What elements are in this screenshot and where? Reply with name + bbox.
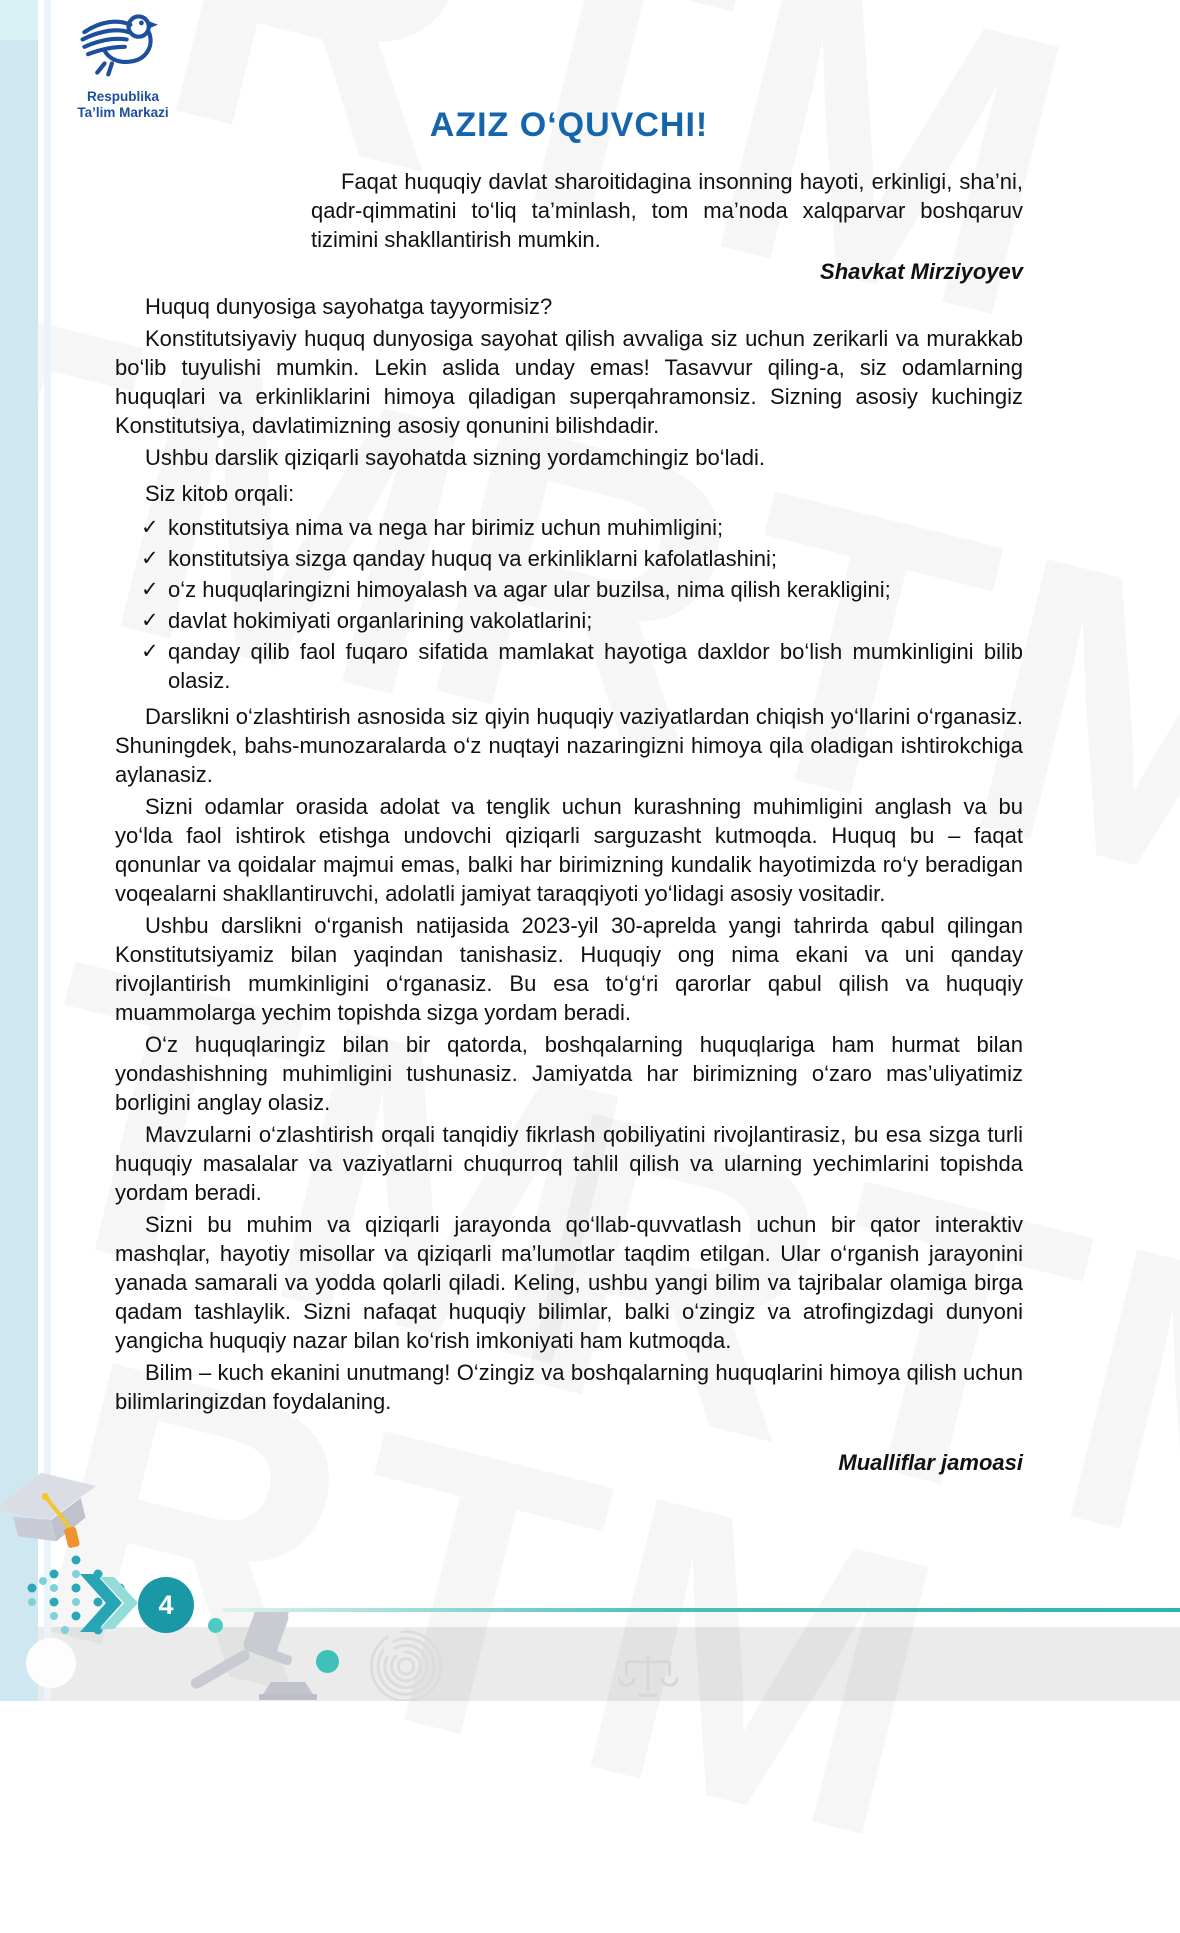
- page-number-badge: [138, 1577, 194, 1633]
- publisher-logo: [58, 8, 188, 121]
- paragraph: Bilim – kuch ekanini unutmang! O‘zingiz va boshqalarning huquqlarini himoya qilish uchun bilimlaringizdan foydalaning.: [115, 1360, 1023, 1414]
- epigraph-author: Shavkat Mirziyoyev: [820, 259, 1023, 284]
- list-item-text: o‘z huquqlaringizni himoyalash va agar ular buzilsa, nima qilish kerakligini;: [168, 577, 891, 602]
- chevron-right-icon: [80, 1574, 144, 1637]
- list-item-text: konstitutsiya sizga qanday huquq va erkinliklarni kafolatlashini;: [168, 546, 778, 571]
- page-title: AZIZ O‘QUVCHI!: [429, 106, 709, 144]
- paragraph: Konstitutsiyaviy huquq dunyosiga sayohat qilish avvaliga siz uchun zerikarli va murakkab bo‘lib tuyulishi mumkin. Lekin aslida unday emas! Tasavvur qiling-a, siz odamlarning huquqlari va erkinliklarini himoya qiladigan superqahramonsiz. Sizning asosiy kuchingiz Konstitutsiya, davlatimizning asosiy qonunini bilishdadir.: [115, 326, 1023, 438]
- learning-goals-list: [115, 513, 1023, 695]
- page-content: [115, 106, 1023, 1476]
- list-intro: Siz kitob orqali:: [145, 481, 295, 506]
- list-item-text: konstitutsiya nima va nega har birimiz uchun muhimligini;: [168, 515, 724, 540]
- authors-signature: Mualliflar jamoasi: [838, 1450, 1023, 1475]
- checkmark-icon: ✓: [141, 609, 159, 632]
- intro-question: Huquq dunyosiga sayohatga tayyormisiz?: [145, 294, 553, 319]
- footer-accent-line: [222, 1608, 1180, 1612]
- paragraph: Mavzularni o‘zlashtirish orqali tanqidiy fikrlash qobiliyatini rivojlantirasiz, bu esa sizga turli huquqiy masalalar va vaziyatlarni chuqurroq tahlil qilish va ularning yechimlarini topishda yordam beradi.: [115, 1122, 1023, 1205]
- teal-dot-decoration: [316, 1650, 339, 1673]
- paragraph: Ushbu darslik qiziqarli sayohatda sizning yordamchingiz bo‘ladi.: [145, 445, 765, 470]
- left-stripe-thin: [44, 0, 51, 1701]
- epigraph-quote: Faqat huquqiy davlat sharoitidagina insonning hayoti, erkinligi, sha’ni, qadr-qimmatini to‘liq ta’minlash, tom ma’noda xalqparvar boshqaruv tizimini shakllantirish mumkin.: [311, 169, 1023, 252]
- list-item-text: qanday qilib faol fuqaro sifatida mamlakat hayotiga daxldor bo‘lish mumkinligini bilib olasiz.: [168, 639, 1023, 693]
- page-number: 4: [158, 1589, 174, 1620]
- gavel-icon: [185, 1608, 325, 1706]
- teal-dot-decoration: [208, 1618, 223, 1633]
- paragraph: Ushbu darslikni o‘rganish natijasida 2023-yil 30-aprelda yangi tahrirda qabul qilingan Konstitutsiyamiz bilan yaqindan tanishasiz. Huquqiy ong nima ekani va uni qanday rivojlantirish mumkinligini o‘rganasiz. Bu esa to‘g‘ri qarorlar qabul qilish va huquqiy muammolarga yechim topishda sizga yordam beradi.: [115, 913, 1023, 1025]
- list-item: [115, 544, 1023, 573]
- scales-icon: [618, 1652, 678, 1706]
- logo-text-line2: Ta’lim Markazi: [77, 105, 169, 120]
- list-item: [115, 513, 1023, 542]
- left-stripe-corner: [0, 0, 38, 40]
- paragraph: Sizni odamlar orasida adolat va tenglik uchun kurashning muhimligini anglash va bu yo‘lda faol ishtirok etishga undovchi qiziqarli sarguzasht kutmoqda. Huquq bu – faqat qonunlar va qoidalar majmui emas, balki har birimizning kundalik hayotimizda ro‘y beradigan voqealarni shakllantiruvchi, adolatli jamiyat taraqqiyoti yo‘lidagi asosiy vositadir.: [115, 794, 1023, 906]
- paragraph: Darslikni o‘zlashtirish asnosida siz qiyin huquqiy vaziyatlardan chiqish yo‘llarini o‘rganasiz. Shuningdek, bahs-munozaralarda o‘z nuqtayi nazaringizni himoya qila oladigan ishtirokchiga aylanasiz.: [115, 704, 1023, 787]
- list-item: [115, 575, 1023, 604]
- paragraph: O‘z huquqlaringiz bilan bir qatorda, boshqalarning huquqlariga ham hurmat bilan yondashishning muhimligini tushunasiz. Jamiyatda har birimizning o‘zaro mas’uliyatimiz borligini anglay olasiz.: [115, 1032, 1023, 1115]
- checkmark-icon: ✓: [141, 640, 159, 663]
- white-circle-decoration: [26, 1638, 76, 1688]
- list-item: [115, 606, 1023, 635]
- list-item: [115, 637, 1023, 695]
- left-stripe: [0, 0, 38, 1701]
- logo-text-line1: Respublika: [86, 89, 160, 104]
- checkmark-icon: ✓: [141, 516, 159, 539]
- checkmark-icon: ✓: [141, 578, 159, 601]
- footer-band: [0, 1627, 1180, 1701]
- checkmark-icon: ✓: [141, 547, 159, 570]
- list-item-text: davlat hokimiyati organlarining vakolatlarini;: [168, 608, 593, 633]
- dove-book-logo-icon: [77, 69, 169, 86]
- paragraph: Sizni bu muhim va qiziqarli jarayonda qo‘llab-quvvatlash uchun bir qator interaktiv mashqlar, hayotiy misollar va qiziqarli ma’lumotlar taqdim etilgan. Ular o‘rganish jarayonini yanada samarali va yodda qolarli qiladi. Keling, ushbu yangi bilim va tajribalar olamiga birga qadam tashlaylik. Sizni nafaqat huquqiy bilimlar, balki o‘zingiz va atrofingizdagi dunyoni yangicha huquqiy nazar bilan ko‘rish imkoniyati ham kutmoqda.: [115, 1212, 1023, 1353]
- fingerprint-icon: [364, 1624, 448, 1706]
